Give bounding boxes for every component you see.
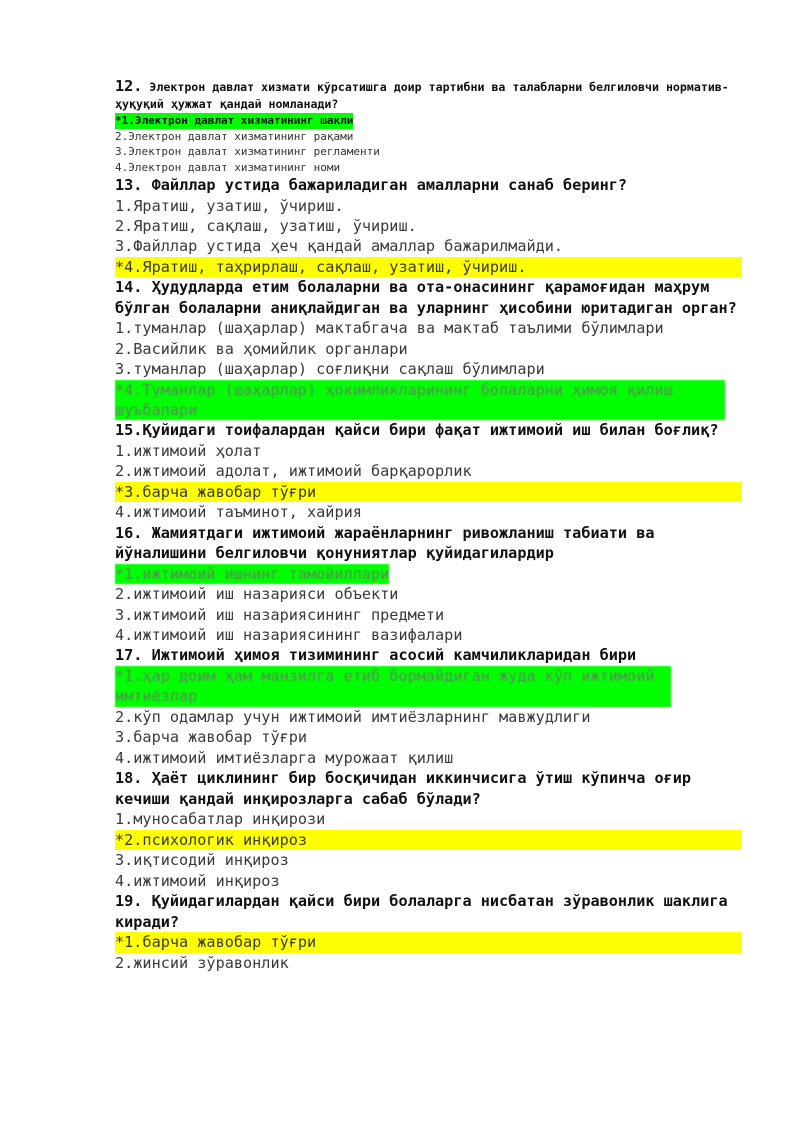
q18-option-1: 1.муносабатлар инқирози: [115, 810, 326, 829]
q14-option-4: *4.Туманлар (шаҳарлар) ҳокимликларининг болаларни ҳимоя қилиш шуъбалари: [115, 380, 755, 421]
q16-option-2: 2.ижтимоий иш назарияси объекти: [115, 585, 399, 604]
q12-option-1: *1.Электрон давлат хизматининг шакли: [115, 114, 354, 127]
q13-option-4: *4.Яратиш, таҳрирлаш, сақлаш, узатиш, ўчириш.: [115, 257, 755, 277]
question-12-text: Электрон давлат хизмати кўрсатишга доир тартибни ва талабларни белгиловчи норматив- ҳуқуқий ҳужжат қандай номланади?: [115, 80, 736, 111]
q12-option-3: 3.Электрон давлат хизматининг регламенти: [115, 145, 380, 158]
q15-option-1: 1.ижтимоий ҳолат: [115, 442, 262, 461]
q14-option-1: 1.туманлар (шаҳарлар) мактабгача ва мактаб таълими бўлимлари: [115, 319, 664, 338]
q14-option-3: 3.туманлар (шаҳарлар) соғлиқни сақлаш бўлимлари: [115, 360, 545, 379]
question-13: 13. Файллар устида бажариладиган амалларни санаб беринг?: [115, 176, 628, 194]
q14-option-2: 2.Васийлик ва ҳомийлик органлари: [115, 339, 408, 358]
question-14: 14. Ҳудудларда етим болаларни ва ота-онасининг қарамоғидан маҳрум бўлган болаларни аниқлайдиган ва уларнинг ҳисобини юритадиган орган?: [115, 278, 737, 317]
q12-option-4: 4.Электрон давлат хизматининг номи: [115, 160, 341, 174]
q15-option-3: *3.барча жавобар тўғри: [115, 482, 755, 502]
q18-option-2: *2.психологик инқироз: [115, 830, 755, 850]
q17-option-4: 4.ижтимоий имтиёзларга мурожаат қилиш: [115, 748, 454, 767]
q19-option-1: *1.барча жавобар тўғри: [115, 932, 755, 952]
q17-option-3: 3.барча жавобар тўғри: [115, 728, 308, 747]
q17-option-1: *1.ҳар доим ҳам манзилга етиб бормайдиган жуда кўп ижтимоий имтиёзлар: [115, 666, 755, 707]
q18-option-4: 4.ижтимоий инқироз: [115, 871, 280, 890]
q13-option-1: 1.Яратиш, узатиш, ўчириш.: [115, 196, 344, 215]
question-15: 15.Қуйидаги тоифалардан қайси бири фақат ижтимоий иш билан боғлиқ?: [115, 421, 719, 440]
q13-option-2: 2.Яратиш, сақлаш, узатиш, ўчириш.: [115, 217, 417, 235]
question-12-number: 12.: [115, 77, 143, 95]
question-12: [115, 78, 755, 113]
q17-option-2: 2.кўп одамлар учун ижтимоий имтиёзларнинг мавжудлиги: [115, 707, 591, 726]
q12-option-2: 2.Электрон давлат хизматининг рақами: [115, 129, 354, 143]
question-19: 19. Қуйидагилардан қайси бири болаларга нисбатан зўравонлик шаклига киради?: [115, 891, 737, 931]
question-16: 16. Жамиятдаги ижтимоий жараёнларнинг ривожланиш табиати ва йўналишини белгиловчи қонуниятлар қуйидагилардир: [115, 523, 664, 563]
q15-option-2: 2.ижтимоий адолат, ижтимоий барқарорлик: [115, 462, 472, 481]
q19-option-2: 2.жинсий зўравонлик: [115, 953, 289, 972]
document-page: [115, 78, 755, 973]
q15-option-4: 4.ижтимоий таъминот, хайрия: [115, 503, 362, 522]
q16-option-3: 3.ижтимоий иш назариясининг предмети: [115, 605, 445, 624]
q13-option-3: 3.Файллар устида ҳеч қандай амаллар бажарилмайди.: [115, 237, 564, 256]
question-18: 18. Ҳаёт циклининг бир босқичидан иккинчисига ўтиш кўпинча оғир кечиши қандай инқирозларга сабаб бўлади?: [115, 769, 701, 808]
q16-option-1: *1.ижтимоий ишнинг тамойиллари: [115, 564, 390, 583]
question-17: 17. Ижтимоий ҳимоя тизимининг асосий камчиликларидан бири: [115, 646, 637, 665]
q18-option-3: 3.иқтисодий инқироз: [115, 851, 289, 870]
q16-option-4: 4.ижтимоий иш назариясининг вазифалари: [115, 626, 463, 645]
